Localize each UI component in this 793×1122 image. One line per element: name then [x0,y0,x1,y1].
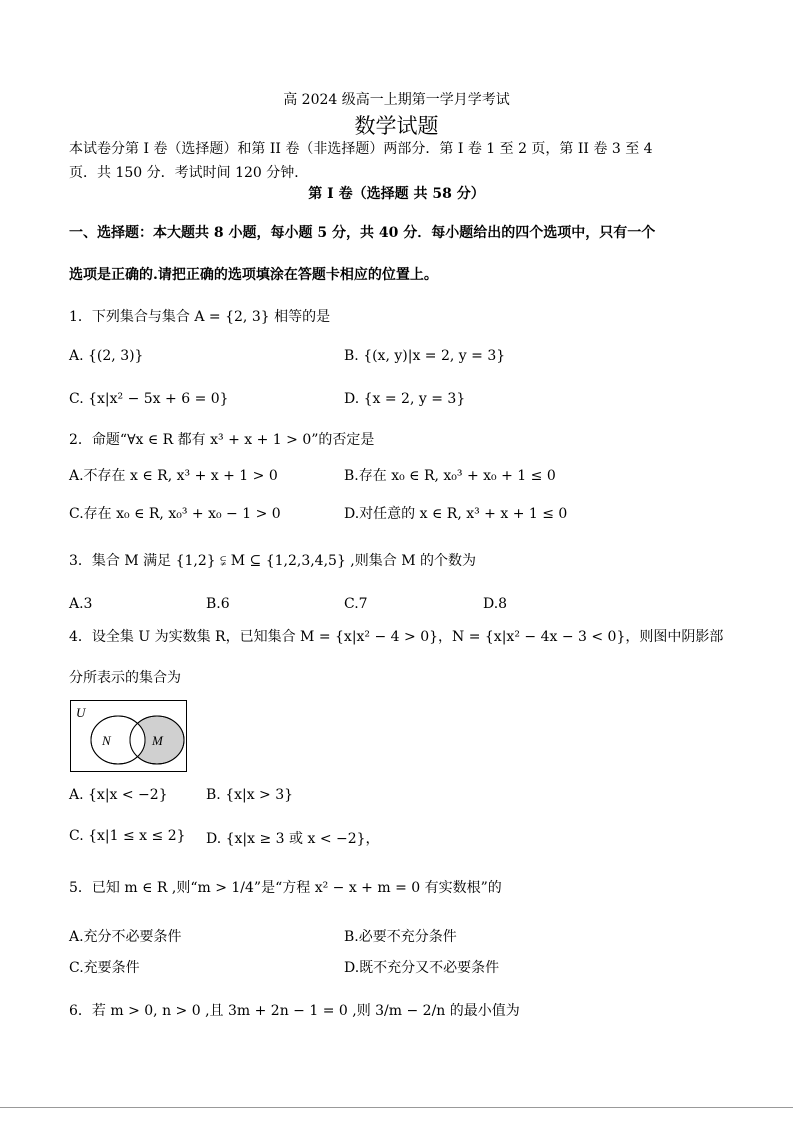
intro-line-2: 页．共 150 分．考试时间 120 分钟． [69,165,309,181]
q2-option-c: C.存在 x₀ ∈ R, x₀³ + x₀ − 1 > 0 [69,506,281,522]
q5-stem: 5．已知 m ∈ R ,则“m > 1/4”是“方程 x² − x + m = 0 有实数根”的 [69,880,502,896]
q6-stem: 6．若 m > 0, n > 0 ,且 3m + 2n − 1 = 0 ,则 3/m − 2/n 的最小值为 [69,1003,520,1019]
section1-line-2: 选项是正确的.请把正确的选项填涂在答题卡相应的位置上。 [69,267,438,283]
venn-label-u: U [76,705,86,720]
q3-option-b: B.6 [206,596,230,612]
q4-option-a: A. {x|x < −2} [69,787,168,803]
q4-stem-line-2: 分所表示的集合为 [69,670,181,686]
q5-option-c: C.充要条件 [69,960,140,976]
q5-option-a: A.充分不必要条件 [69,929,182,945]
q5-option-d: D.既不充分又不必要条件 [344,960,500,976]
section1-line-1: 一、选择题：本大题共 8 小题，每小题 5 分，共 40 分．每小题给出的四个选项中，只有一个 [69,225,656,241]
q3-stem: 3．集合 M 满足 {1,2} ⫋ M ⊆ {1,2,3,4,5} ,则集合 M 的个数为 [69,553,476,569]
q4-stem-line-1: 4．设全集 U 为实数集 R，已知集合 M = {x|x² − 4 > 0}，N = {x|x² − 4x − 3 < 0}，则图中阴影部 [69,629,724,645]
venn-label-n: N [102,733,111,748]
q5-option-b: B.必要不充分条件 [344,929,457,945]
subject-title: 数学试题 [354,114,439,138]
venn-diagram [70,700,187,772]
intro-line-1: 本试卷分第 I 卷（选择题）和第 II 卷（非选择题）两部分．第 I 卷 1 至 2 页，第 II 卷 3 至 4 [69,141,653,157]
part1-heading: 第 I 卷（选择题 共 58 分） [308,186,485,202]
q4-option-c: C. {x|1 ≤ x ≤ 2} [69,828,186,844]
q3-option-a: A.3 [69,596,93,612]
q1-option-a: A. {(2, 3)} [69,348,144,364]
q1-option-b: B. {(x, y)|x = 2, y = 3} [344,348,506,364]
q4-option-b: B. {x|x > 3} [206,787,294,803]
q3-option-d: D.8 [483,596,508,612]
q2-stem: 2．命题“∀x ∈ R 都有 x³ + x + 1 > 0”的否定是 [69,432,375,448]
q2-option-b: B.存在 x₀ ∈ R, x₀³ + x₀ + 1 ≤ 0 [344,468,556,484]
q4-option-d: D. {x|x ≥ 3 或 x < −2}， [206,831,380,847]
q3-option-c: C.7 [344,596,368,612]
q2-option-d: D.对任意的 x ∈ R, x³ + x + 1 ≤ 0 [344,506,568,522]
q1-option-c: C. {x|x² − 5x + 6 = 0} [69,391,229,407]
q1-option-d: D. {x = 2, y = 3} [344,391,466,407]
bottom-rule [0,1107,793,1108]
exam-title: 高 2024 级高一上期第一学月学考试 [283,92,510,108]
q1-stem: 1．下列集合与集合 A = {2, 3} 相等的是 [69,309,331,325]
venn-label-m: M [152,733,163,748]
q2-option-a: A.不存在 x ∈ R, x³ + x + 1 > 0 [69,468,278,484]
